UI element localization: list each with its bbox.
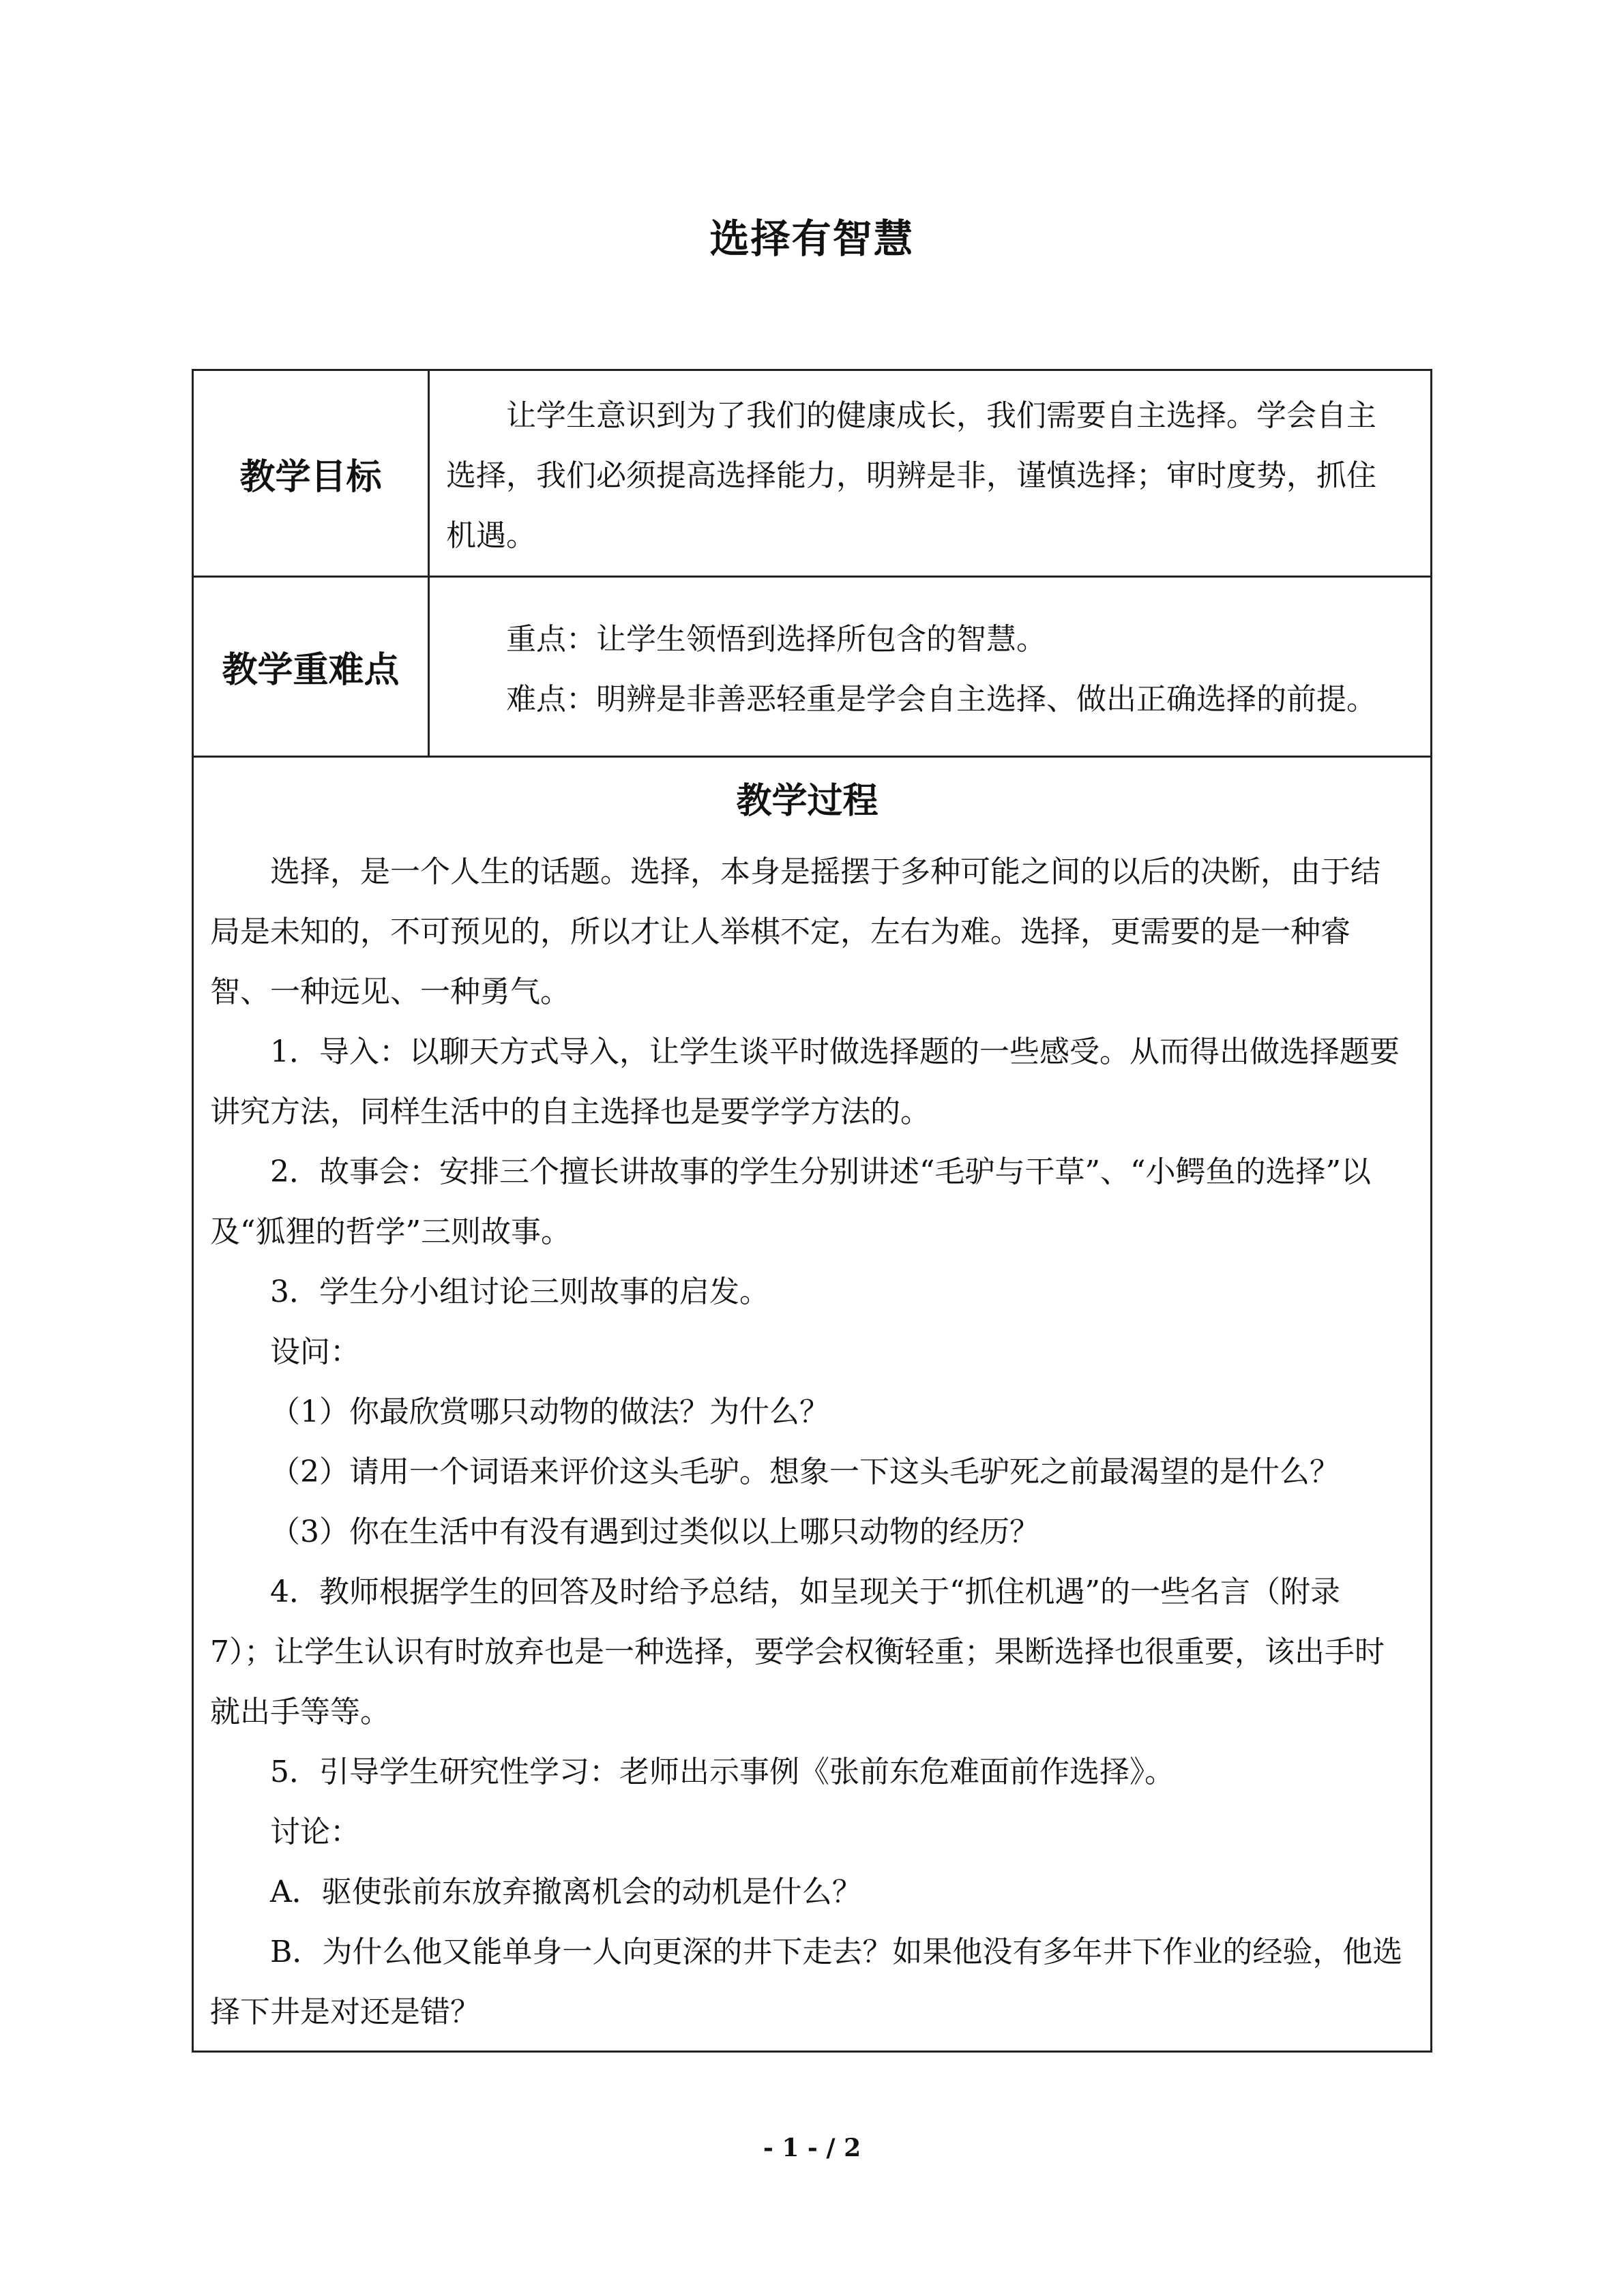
process-heading: 教学过程 [736, 781, 879, 822]
page-title: 选择有智慧 [709, 215, 915, 262]
lesson-plan-table [192, 369, 1432, 2053]
process-paragraph: 讨论： [270, 1815, 360, 1849]
process-question: （2）请用一个词语来评价这头毛驴。想象一下这头毛驴死之前最渴望的是什么？ [270, 1455, 1340, 1489]
process-paragraph: 设问： [270, 1335, 360, 1369]
objective-row [193, 370, 1432, 577]
objective-label: 教学目标 [193, 370, 429, 577]
process-paragraph: 选择，是一个人生的话题。选择，本身是摇摆于多种可能之间的以后的决断，由于结局是未知的，不可预见的，所以才让人举棋不定，左右为难。选择，更需要的是一种睿智、一种远见、一种勇气。 [210, 854, 1381, 1009]
process-content [193, 757, 1432, 2052]
process-question: （3）你在生活中有没有遇到过类似以上哪只动物的经历？ [270, 1515, 1039, 1549]
objective-content [429, 370, 1432, 577]
page-number: - 1 - / 2 [763, 2134, 861, 2162]
process-row [193, 757, 1432, 2052]
process-paragraph: A．驱使张前东放弃撤离机会的动机是什么？ [270, 1875, 862, 1909]
process-question: （1）你最欣赏哪只动物的做法？为什么？ [270, 1395, 829, 1429]
key-point-focus: 重点：让学生领悟到选择所包含的智慧。 [506, 621, 1046, 657]
objective-text: 让学生意识到为了我们的健康成长，我们需要自主选择。学会自主选择，我们必须提高选择能力，明辨是非，谨慎选择；审时度势，抓住机遇。 [446, 398, 1376, 553]
process-paragraph: 4．教师根据学生的回答及时给予总结，如呈现关于“抓住机遇”的一些名言（附录 7）；让学生认识有时放弃也是一种选择，要学会权衡轻重；果断选择也很重要，该出手时就出手等等。 [210, 1575, 1385, 1729]
key-points-label: 教学重难点 [193, 577, 429, 757]
process-paragraph: 5．引导学生研究性学习：老师出示事例《张前东危难面前作选择》。 [270, 1755, 1175, 1789]
process-paragraph: 2．故事会：安排三个擅长讲故事的学生分别讲述“毛驴与干草”、“小鳄鱼的选择”以及“狐狸的哲学”三则故事。 [210, 1154, 1371, 1249]
process-paragraph: B．为什么他又能单身一人向更深的井下走去？如果他没有多年井下作业的经验，他选择下井是对还是错？ [210, 1935, 1403, 2029]
key-points-content [429, 577, 1432, 757]
process-paragraph: 3．学生分小组讨论三则故事的启发。 [270, 1274, 769, 1309]
key-point-difficulty: 难点：明辨是非善恶轻重是学会自主选择、做出正确选择的前提。 [506, 681, 1376, 717]
process-paragraph: 1．导入：以聊天方式导入，让学生谈平时做选择题的一些感受。从而得出做选择题要讲究方法，同样生活中的自主选择也是要学学方法的。 [210, 1034, 1400, 1129]
key-points-row [193, 577, 1432, 757]
